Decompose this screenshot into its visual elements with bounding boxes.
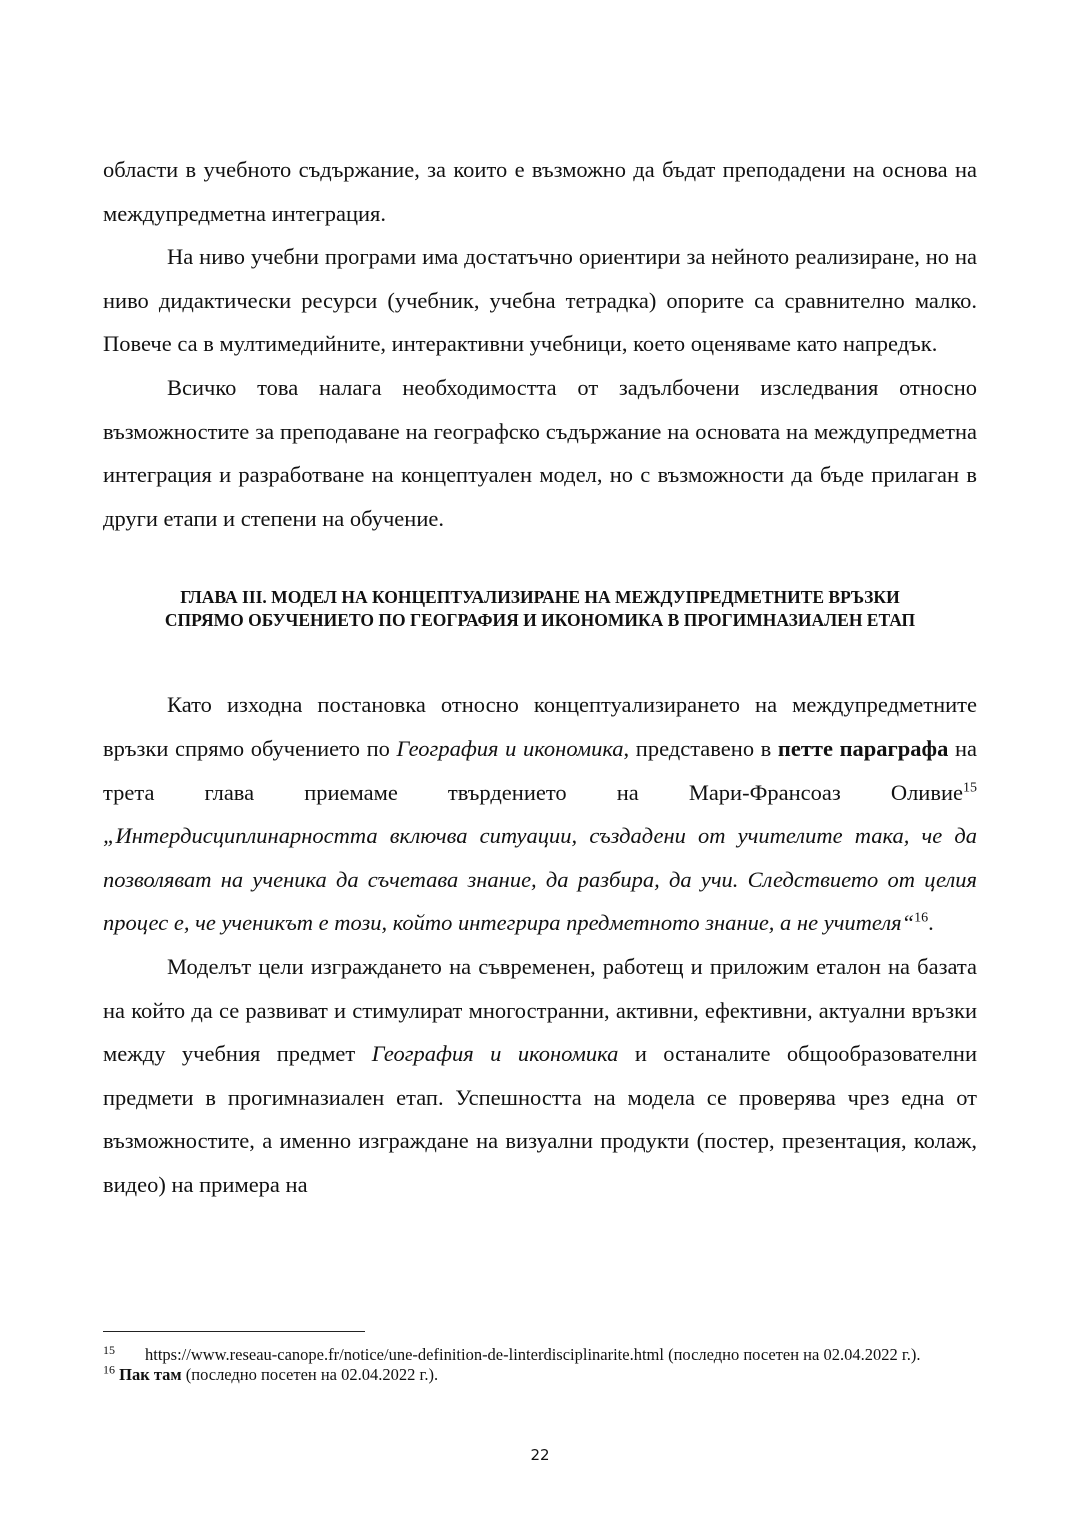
footnote-15-text[interactable]: https://www.reseau-canope.fr/notice/une-definition-de-linterdisciplinarite.html (последно посетен на 02.04.2022 г.). <box>145 1345 921 1364</box>
footnotes <box>103 1331 977 1384</box>
footnote-16 <box>103 1362 977 1385</box>
model-text-2: и останалите общообразователни предмети в прогимназиален етап. Успешността на модела се проверява чрез една от възможностите, а именно изграждане на визуални продукти (постер, презентация, колаж, видео) на примера на <box>103 1041 978 1197</box>
intro-subject: География и икономика <box>396 735 624 761</box>
chapter-heading-line1: ГЛАВА III. МОДЕЛ НА КОНЦЕПТУАЛИЗИРАНЕ НА МЕЖДУПРЕДМЕТНИТЕ ВРЪЗКИ <box>180 587 900 608</box>
footnote-16-text: (последно посетен на 02.04.2022 г.). <box>181 1364 439 1384</box>
paragraph-curriculum: На ниво учебни програми има достатъчно ориентири за нейното реализиране, но на ниво дидактически ресурси (учебник, учебна тетрадка) опорите са сравнително малко. Повече са в мултимедийните, интерактивни учебници, което оценяваме като напредък. <box>103 244 977 357</box>
chapter-heading <box>103 586 977 632</box>
model-text-1: Моделът цели изграждането на съвременен, работещ и приложим еталон на базата на който да се развиват и стимулират многостранни, активни, ефективни, актуални връзки между учебния предмет <box>103 953 977 1067</box>
intro-text-1: Като изходна постановка относно концептуализирането на междупредметните връзки спрямо обучението по <box>103 692 977 761</box>
page-body <box>103 148 977 1206</box>
paragraph-intro <box>103 683 977 945</box>
page-number: 22 <box>530 1446 550 1464</box>
footnote-16-bold: Пак там <box>119 1364 182 1384</box>
chapter-heading-line2: СПРЯМО ОБУЧЕНИЕТО ПО ГЕОГРАФИЯ И ИКОНОМИКА В ПРОГИМНАЗИАЛЕН ЕТАП <box>164 610 916 631</box>
intro-bold: петте параграфа <box>777 735 949 761</box>
footnote-15: 15 https://www.reseau-canope.fr/notice/une-definition-de-linterdisciplinarite.html (последно посетен на 02.04.2022 г.). <box>103 1342 921 1364</box>
footnote-16-number: 16 <box>103 1362 115 1376</box>
intro-quote: „Интердисциплинарността включва ситуации, създадени от учителите така, че да позволяват на ученика да съчетава знание, да разбира, да учи. Следствието от целия процес е, че ученикът е този, който интегрира предметното знание, а не учителя“ <box>103 823 977 936</box>
paragraph-model <box>103 945 977 1207</box>
footnote-ref-15[interactable]: 15 <box>963 780 977 796</box>
paragraph-research-need: Всичко това налага необходимостта от задълбочени изследвания относно възможностите за преподаване на географско съдържание на основата на междупредметна интеграция и разработване на концептуален модел, но с възможности да бъде прилаган в други етапи и степени на обучение. <box>103 374 977 531</box>
model-subject: География и икономика <box>371 1041 619 1067</box>
intro-text-3: на трета глава приемаме твърдението на Мари-Франсоаз Оливие <box>103 735 978 805</box>
footnote-separator <box>103 1331 365 1332</box>
paragraph-continuation: области в учебното съдържание, за които е възможно да бъдат преподадени на основа на междупредметна интеграция. <box>103 157 977 226</box>
heading-spacer <box>103 632 977 683</box>
intro-text-2: , представено в <box>623 735 778 761</box>
footnote-ref-16[interactable]: 16 <box>914 910 929 926</box>
intro-end: . <box>928 910 934 936</box>
